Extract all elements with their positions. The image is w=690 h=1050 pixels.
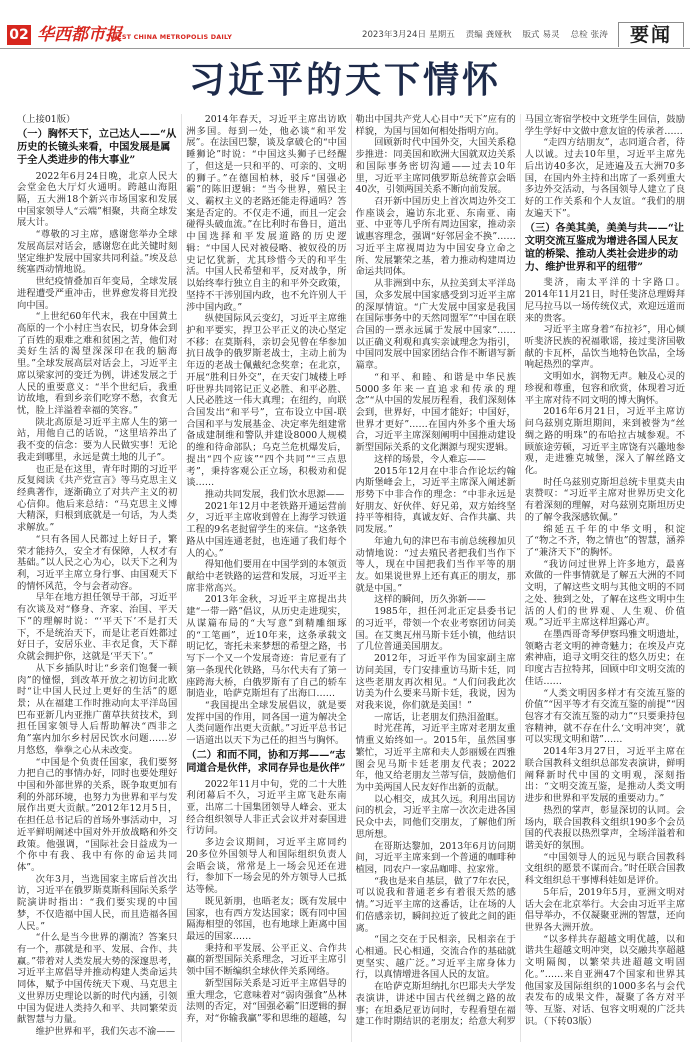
paragraph: “我国提出全球发展倡议，就是要发挥中国的作用，同各国一道为解决全人类问题作出更大贡献。”习近平总书记一语道出以天下为己任的担当与胸怀。 — [186, 699, 347, 747]
paragraph: “我也是来自基层，做了7年农民，可以说我和普通老乡有着很天然的感情。”习近平主席的这番话，让在场的人们倍感亲切，瞬间拉近了彼此之间的距离。 — [355, 875, 516, 934]
paragraph: 一席话，让老朋友们热泪盈眶。 — [374, 711, 505, 723]
layout-name: 易灵 — [542, 30, 560, 40]
paragraph: 热烈的掌声，彰显深切的认同。会场内，联合国教科文组织190多个会员国的代表报以热烈掌声，全场洋溢着和谐美好的氛围。 — [524, 804, 685, 851]
paragraph: “人类文明因多样才有交流互鉴的价值”“因平等才有交流互鉴的前提”“因包容才有交流互鉴的动力”“只要秉持包容精神，就不存在什么‘文明冲突’，就可以实现文明和谐”…… — [524, 687, 685, 746]
paragraph: “走四方结朋友”，志同道合者，待人以诚。过去10年里，习近平主席先后出访40多次，足迹遍及五大洲70多国，在国内外主持和出席了一系列重大多边外交活动，与各国领导人建立了良好的工作关系和个人友谊。“我们的朋友遍天下”。 — [524, 137, 685, 219]
subsection-lead: 这样的瞬间，历久弥新—— — [374, 594, 486, 606]
section-heading: （二）和而不同，协和万邦——“志同道合是伙伴，求同存异也是伙伴” — [186, 749, 346, 775]
paragraph: “我访问过世界上许多地方，最喜欢做的一件事情就是了解五大洲的不同文明，了解这些文明与其他文明的不同之处、独到之处，了解在这些文明中生活的人们的世界观、人生观、价值观。”习近平主席这样坦露心声。 — [524, 558, 685, 629]
paragraph: 2012年，习近平作为国家副主席访问美国，专门安排重访马斯卡廷，同这些老朋友再次相见。“人们问我此次访美为什么要来马斯卡廷，我说，因为对我来说，你们就是美国！” — [355, 653, 516, 711]
paragraph: 年逾九旬的津巴布韦前总统穆加贝动情地说：“过去殖民者把我们当作下等人，现在中国把我们当作平等的朋友。如果说世界上还有真正的朋友，那就是中国。” — [355, 535, 516, 594]
page-number: 02 — [7, 25, 31, 45]
article-body — [17, 114, 685, 1042]
issue-date: 2023年3月24日 — [362, 30, 427, 40]
paragraph-text: “以多样共存超越文明优越，以和谐共生超越文明冲突，以交融共享超越文明隔阂，以繁荣共进超越文明固化。”……来自亚洲47个国家和世界其他国家及国际组织的1000多名与会代表发布的成果文件，凝聚了各方对平等、互鉴、对话、包容文明观的广泛共识。 — [524, 933, 685, 1027]
newspaper-logo-english: WEST CHINA METROPOLIS DAILY — [110, 33, 233, 41]
section-heading: （三）各美其美，美美与共——“让文明交流互鉴成为增进各国人民友谊的桥梁、推动人类社会进步的动力、维护世界和平的纽带” — [524, 222, 684, 274]
paragraph: 2013年金秋，习近平主席提出共建“一带一路”倡议，从历史走进现实，从谋篇布局的“大写意”到精雕细琢的“工笔画”，近10年来，这条承载文明记忆，寄托未来梦想的希望之路，书写下一个又一个发展奇迹：肯尼亚有了第一条现代化铁路，马尔代夫有了第一座跨海大桥，白俄罗斯有了自己的轿车制造业，哈萨克斯坦有了出海口…… — [186, 594, 347, 700]
paragraph: 在哥斯达黎加，2013年6月访问期间，习近平主席来到一个普通的咖啡种植园，同农户一家品咖啡、拉家常。 — [355, 840, 516, 875]
section-heading: （一）胸怀天下，立己达人——“从历史的长镜头来看，中国发展是属于全人类进步的伟大事业” — [17, 128, 177, 167]
paragraph: 习近平主席身着“布拉衫”，用心倾听斐济民族的祝福歌谣，接过斐济国敬献的卡瓦杯，品饮当地特色饮品，全场响起热烈的掌声。 — [524, 324, 685, 371]
paragraph: 2016年6月21日，习近平主席访问乌兹别克斯坦期间，来到被誉为“丝绸之路的明珠”的布哈拉古城参观。不顾旅途劳顿，习近平主席饶有兴趣地参观，走进雅克城堡，深入了解丝路文化。 — [524, 406, 685, 476]
paragraph: 在哈萨克斯坦纳扎尔巴耶夫大学发表演讲，讲述中国古代丝绸之路的故事；在坦桑尼亚访问时，专程看望在福建工作时期结识的老朋友；给意大利罗马国立寄宿学校中文班学生回信，鼓励学生学好中文做中意友谊的传承者…… — [355, 114, 685, 1028]
editor-name: 龚娅秋 — [485, 30, 512, 40]
paragraph: 召开新中国历史上首次周边外交工作座谈会，遍访东北亚、东南亚、南亚、中亚等几乎所有周边国家，推动亲诚惠容理念，强调“好邻居金不换”……习近平主席视周边为中国安身立命之所、发展繁荣之基，着力推动构建周边命运共同体。 — [355, 196, 516, 278]
paragraph: 2021年12月中老铁路开通运营前夕，习近平主席收到曾在上海学习铁道工程的9名老挝留学生的来信。“这条铁路从中国连通老挝，也连通了我们每个人的心。” — [186, 500, 347, 559]
proof-label: 总检 — [570, 30, 588, 40]
paragraph: 从非洲到中东，从拉美到太平洋岛国，众多发展中国家感受到习近平主席的深厚情谊。“广大发展中国家是我国在国际事务中的天然同盟军”“中国在联合国的一票永远属于发展中国家”……以正确义利观和真实亲诚理念为指引，中国同发展中国家团结合作不断谱写新篇章。 — [355, 278, 516, 372]
paragraph: “什么是当今世界的潮流？答案只有一个，那就是和平、发展、合作、共赢。”带着对人类发展大势的深邃思考，习近平主席倡导并推动构建人类命运共同体，赋予中国传统天下观、马克思主义世界历史理论以新的时代内涵，引领中国为促进人类持久和平、共同繁荣贡献智慧与力量。 — [17, 932, 178, 1026]
paragraph: 2014年3月27日，习近平主席在联合国教科文组织总部发表演讲，鲜明阐释新时代中国的文明观，深刻指出：“文明交流互鉴，是推动人类文明进步和世界和平发展的重要动力。” — [524, 746, 685, 805]
subsection-lead: 这样的场景，令人难忘—— — [374, 453, 486, 465]
paragraph: 斐济，南太平洋的十字路口。2014年11月21日，时任斐济总理姆拜尼马拉马以一场传统仪式，欢迎远道而来的贵客。 — [524, 277, 685, 324]
paragraph: 纵使国际风云变幻，习近平主席维护和平要实，捍卫公平正义的决心坚定不移：在莫斯科，亲切会见曾在华参加抗日战争的俄罗斯老战士，主动上前为年迈的老战士佩戴纪念奖章；在北京，开展“胜利日外交”，在天安门城楼上呼吁世界共同铭记正义必胜、和平必胜、人民必胜这一伟大真理；在纽约，向联合国发出“和平号”，宣布设立中国-联合国和平与发展基金、决定率先组建常备成建制维和警队并建设8000人规模的维和待命部队；乌克兰危机爆发后，提出“四个应该”“四个共同”“三点思考”，秉持客观公正立场，积极劝和促谈…… — [186, 313, 347, 489]
paragraph: 2022年6月24日晚，北京人民大会堂金色大厅灯火通明。跨越山海阻隔，五大洲18个新兴市场国家和发展中国家领导人“云端”相聚，共商全球发展大计。 — [17, 170, 178, 229]
masthead — [0, 0, 690, 49]
paragraph: 时光荏苒，习近平主席对老朋友重情重义始终如一。2015年，虽然国事繁忙，习近平主席和夫人彭丽媛在西雅图会见马斯卡廷老朋友代表；2022年，他又给老朋友兰蒂写信，鼓励他们为中美两国人民友好作出新的贡献。 — [355, 723, 516, 793]
paragraph: 时任乌兹别克斯坦总统卡里莫夫由衷赞叹：“习近平主席对世界历史文化有着深刻的理解，对乌兹别克斯坦历史的了解令我深感钦佩。” — [524, 476, 685, 523]
paragraph: 多边会议期间，习近平主席同约20多位外国领导人和国际组织负责人会晤会谈，常常是上一场会见还在进行，参加下一场会见的外方领导人已抵达等候。 — [186, 837, 347, 896]
paragraph: 从下乡插队时让“乡亲们饱餐一顿肉”的憧憬，到改革开放之初访问北欧时“让中国人民过上更好的生活”的愿景；从在福建工作时推动向太平洋岛国巴布亚新几内亚推广菌草扶贫技术，到担任国家领导人后帮助解决“西非之角”塞内加尔乡村居民饮水问题……岁月悠悠，拳拳之心从未改变。 — [17, 662, 178, 756]
paragraph: “上世纪60年代末，我在中国黄土高原的一个小村庄当农民，切身体会到了百姓的艰难之难和贫困之苦，他们对美好生活的渴望深深印在我的脑海里。”全球发展高层对话会上，习近平主席以梁家河的变迁为例，讲述发展之于人民的重要意义：“半个世纪后，我重访故地，看到乡亲们吃穿不愁，衣食无忧，脸上洋溢着幸福的笑容。” — [17, 311, 178, 416]
section-tag: 要闻 — [618, 22, 684, 47]
paragraph: “和平、和睦、和谐是中华民族5000多年来一直追求和传承的理念”“从中国的发展历程看，我们深刻体会到，世界好，中国才能好；中国好，世界才更好”……在国内外多个重大场合，习近平主席深刻阐明中国推动建设新型国际关系的文化渊源与现实逻辑。 — [355, 371, 516, 454]
issue-weekday: 星期五 — [429, 30, 455, 40]
proof-name: 张涛 — [590, 30, 608, 40]
paragraph: 2015年12月在中非合作论坛约翰内斯堡峰会上，习近平主席深入阐述新形势下中非合作的理念：“中非永远是好朋友、好伙伴、好兄弟，双方始终坚持平等相待，真诚友好、合作共赢、共同发展。” — [355, 465, 516, 536]
paragraph — [525, 934, 685, 1028]
paragraph: 新型国际关系是习近平主席倡导的重大理念，它意味着对“弱肉强食”丛林法则的否定，对“国强必霸”旧逻辑的摒弃，对“你输我赢”零和思维的超越，勾勒出中国共产党人心目中“天下”应有的样貌，为国与国如何相处指明方向。 — [186, 114, 516, 1024]
paragraph: 也正是在这里，青年时期的习近平反复阅读《共产党宣言》等马克思主义经典著作，逐渐确立了对共产主义的初心信仰。他后来总结：“马克思主义博大精深，归根到底就是一句话，为人类求解放。” — [17, 463, 178, 534]
paragraph: 2014年春天，习近平主席出访欧洲多国。每到一处，他必谈“和平发展”。在法国巴黎，谈及拿破仑的“中国睡狮论”时说：“中国这头狮子已经醒了，但这是一只和平的、可亲的、文明的狮子。”在德国柏林，驳斥“国强必霸”的陈旧逻辑：“当今世界，殖民主义、霸权主义的老路还能走得通吗？答案是否定的。不仅走不通，而且一定会碰得头破血流。”在比利时布鲁日，道出中国选择和平发展道路的历史逻辑：“中国人民对被侵略、被奴役的历史记忆犹新，尤其珍惜今天的和平生活。中国人民希望和平，反对战争，所以始终奉行独立自主的和平外交政策，坚持不干涉别国内政，也不允许别人干涉中国内政。” — [186, 114, 347, 313]
continued-to: （下转03版） — [543, 1015, 598, 1027]
editor-label: 责编 — [465, 30, 483, 40]
paragraph: 次年3月，当选国家主席后首次出访，习近平在俄罗斯莫斯科国际关系学院演讲时指出：“我们要实现的中国梦，不仅造福中国人民，而且造福各国人民。” — [17, 873, 178, 932]
paragraph: 以心相交，成其久远。利用出国访问的机会，习近平主席一次次走进各国民众中去，同他们交朋友，了解他们所思所想。 — [355, 793, 516, 840]
paragraph: 回顾新时代中国外交，大国关系稳步推进：同美国和欧洲大国就双边关系和国际事务密切沟通——过去10年里，习近平主席同俄罗斯总统普京会晤40次，引领两国关系不断向前发展。 — [355, 137, 516, 196]
paragraph: “中国是个负责任国家，我们要努力把自己的事情办好，同时也要处理好中国和外部世界的关系，既争取更加有利的外部环境，也努力为世界和平与发展作出更大贡献。”2012年12月5日，在担任总书记后的首场外事活动中，习近平鲜明阐述中国对外开放战略和外交政策。他强调，“国际社会日益成为一个你中有我、我中有你的命运共同体”。 — [17, 756, 178, 874]
paragraph: 1985年，担任河北正定县委书记的习近平，带领一个农业考察团访问美国。在艾奥瓦州马斯卡廷小镇，他结识了几位普通美国朋友。 — [355, 606, 516, 653]
article-title: 习近平的天下情怀 — [188, 59, 501, 101]
paragraph: 秉持和平发展、公平正义、合作共赢的新型国际关系理念，习近平主席引领中国不断编织全球伙伴关系网络。 — [186, 942, 347, 978]
paragraph: 5年后，2019年5月，亚洲文明对话大会在北京举行。大会由习近平主席倡导举办，不仅凝聚亚洲的智慧，还向世界各大洲开放。 — [524, 886, 685, 933]
paragraph: 2022年11月中旬，党的二十大胜利闭幕后不久，习近平主席飞赴东南亚，出席二十国集团领导人峰会、亚太经合组织领导人非正式会议并对泰国进行访问。 — [186, 778, 347, 837]
paragraph: “只有各国人民都过上好日子，繁荣才能持久，安全才有保障，人权才有基础。”以人民之心为心，以天下之利为利，习近平主席立身行事、由国观天下的情怀风范，令与会者动容。 — [17, 533, 178, 592]
layout-label: 版式 — [522, 30, 540, 40]
subsection-lead: 推动共同发展，我们饮水思源—— — [204, 489, 345, 500]
paragraph: 早年在地方担任领导干部，习近平有次谈及对“修身、齐家、治国、平天下”的理解时说：“‘平天下’不是打天下，不是统治天下，而是让老百姓都过好日子，安居乐业、丰衣足食，天下群众就会拥护你，这就是‘平天下’。” — [17, 592, 178, 663]
paragraph: “国之交在于民相亲，民相亲在于心相通。民心相通，交流合作的基础就更坚实、越广泛。”习近平主席身体力行，以真情增进各国人民的友谊。 — [355, 934, 516, 981]
continued-from: （上接01版） — [17, 114, 76, 125]
paragraph: 得知他们要用在中国学到的本领贡献给中老铁路的运营和发展，习近平主席非常高兴。 — [186, 559, 347, 594]
paragraph: “中国领导人的远见与联合国教科文组织的愿景不谋而合。”时任联合国教科文组织总干事博科娃如是评价。 — [524, 851, 685, 887]
paragraph: 世纪疫情叠加百年变局，全球发展进程遭受严重冲击，世界愈发将目光投向中国。 — [17, 276, 178, 311]
paragraph: “尊敬的习主席，感谢您举办全球发展高层对话会，感谢您在此关键时刻坚定维护发展中国家共同利益。”埃及总统塞西动情地说。 — [17, 229, 178, 276]
newspaper-logo: 华西都市报 — [37, 25, 122, 45]
paragraph: 陕北高原是习近平主席人生的第一站，用他自己的话说，“这里培养出了我不变的信念：要为人民做实事！无论我走到哪里，永远是黄土地的儿子”。 — [17, 416, 178, 463]
paragraph: 既见新朋，也晤老友；既有发展中国家，也有西方发达国家；既有同中国隔海相望的邻国，也有地球上距离中国最远的国家…… — [186, 895, 347, 942]
issue-meta — [362, 30, 614, 41]
paragraph: 在墨西哥奇琴伊察玛雅文明遗址，领略古老文明的神奇魅力；在埃及卢克索神庙，追寻文明交往的悠久历史；在印度古吉拉特邦，回顾中印文明交流的佳话…… — [524, 629, 685, 687]
paragraph: 绵延五千年的中华文明，积淀了“物之不齐，物之情也”的智慧，涵养了“兼济天下”的胸怀。 — [524, 523, 685, 558]
paragraph: 文明如水，润物无声。触及心灵的珍视和尊重，包容和欣赏，体现着习近平主席对待不同文明的博大胸怀。 — [524, 371, 685, 406]
subsection-lead: 维护世界和平，我们矢志不渝—— — [35, 1026, 176, 1038]
